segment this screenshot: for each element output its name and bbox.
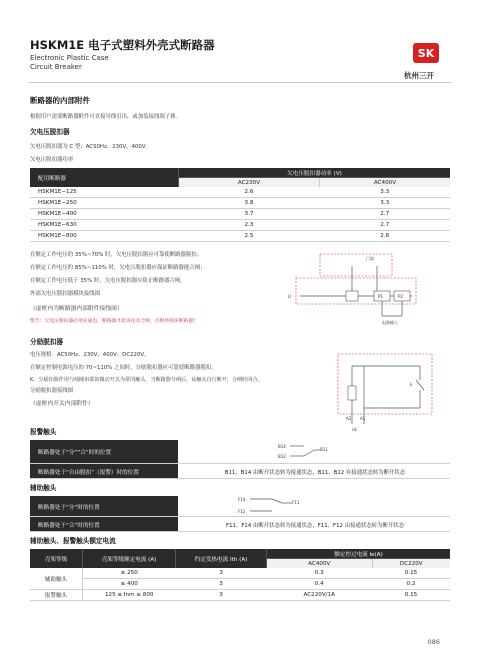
uv-warning: 警告：欠电压脱扣器必须先通电，断路器才能再扣及合闸，否则将损坏断路器!: [30, 319, 196, 324]
rc-row-alarm-label: 报警触头: [30, 590, 83, 601]
uv-cell: HSKM1E−630: [30, 220, 179, 231]
table-row: [30, 220, 450, 231]
undervoltage-wiring-diagram: [282, 248, 442, 332]
page-title: HSKM1E 电子式塑料外壳式断路器: [30, 38, 215, 52]
uv-sub-ac230: AC230V: [179, 178, 320, 188]
section-heading-shunt: 分励脱扣器: [30, 338, 63, 346]
alarm-label-b11: B11: [320, 447, 328, 452]
section-heading-internal: 断路器的内部附件: [30, 96, 90, 105]
uv-desc-3: 在额定工作电压低于 35% 时，欠电压脱扣器应防止断路器合闸。: [30, 278, 186, 284]
uv-col-group: 欠电压脱扣器功率 (V): [179, 168, 451, 178]
section-heading-aux: 辅助触头: [30, 484, 57, 492]
uv-cell: 2.6: [179, 187, 320, 198]
brand-logo: [411, 42, 441, 64]
uv-cell: HSKM1E−250: [30, 198, 179, 209]
rc-sub-ac400: AC400V: [267, 559, 373, 569]
uv-dashed-frame: [320, 254, 392, 276]
rc-cell: 3: [176, 579, 267, 590]
aux-label-f11: F11: [292, 500, 300, 505]
undervoltage-power-label: 欠电压脱扣器功率: [30, 157, 74, 163]
alarm-row-1: [30, 440, 450, 464]
uv-cell: 2.7: [320, 220, 451, 231]
shunt-desc-1: 电压规格：AC50Hz、230V、400V；DC220V。: [30, 352, 150, 358]
aux-label-f12: F12: [238, 509, 246, 514]
uv-cell: 2.5: [179, 231, 320, 242]
aux-label-f14: F14: [238, 497, 246, 502]
uv-label-p1: P1: [378, 294, 383, 299]
table-row: [30, 590, 450, 601]
uv-label-p2: P2: [398, 294, 403, 299]
shunt-label-k: k: [410, 382, 413, 387]
uv-cell: 3.8: [179, 198, 320, 209]
alarm-row-2-label: 断路器处于“自由脱扣”（报警）时的位置: [38, 470, 139, 476]
alarm-row-2: [30, 464, 450, 479]
rc-cell: ≤ 250: [83, 568, 176, 579]
alarm-contact-diagram: [276, 442, 336, 462]
shunt-label-us: Us: [352, 427, 358, 432]
table-row: [30, 231, 450, 242]
uv-cell: 2.8: [320, 231, 451, 242]
uv-cell: 3.3: [320, 198, 451, 209]
shunt-desc-4: 分励脱扣器接线图: [30, 388, 74, 394]
aux-contact-diagram: [236, 496, 316, 516]
uv-cell: 2.3: [179, 220, 320, 231]
shunt-label-a1: A1: [360, 416, 366, 421]
subtitle-en-2: Circuit Breaker: [30, 63, 82, 71]
uv-label-top: 门架: [366, 256, 374, 261]
uv-cell: HSKM1E−800: [30, 231, 179, 242]
brand-logo-mark: SK: [417, 47, 435, 60]
subtitle-en-1: Electronic Plastic Case: [30, 54, 109, 62]
rc-cell: AC220V/1A: [267, 590, 373, 601]
section-heading-current: 辅助触头、报警触头额定电流: [30, 537, 116, 545]
aux-row-1: [30, 496, 450, 517]
rc-cell: 125 ≤ Inm ≤ 800: [83, 590, 176, 601]
rc-cell: 0.4: [267, 579, 373, 590]
table-row: [30, 209, 450, 220]
rc-sub-dc220: DC220V: [399, 560, 423, 567]
aux-row-2: [30, 517, 450, 532]
uv-desc-1: 在额定工作电压的 35%~70% 时，欠电压脱扣器应可靠使断路器脱扣；: [30, 252, 203, 258]
section-heading-undervoltage: 欠电压脱扣器: [30, 128, 70, 136]
rc-cell: 0.15: [372, 590, 450, 601]
rc-col-heat: 约定发热电流 Ith (A): [176, 549, 267, 568]
uv-cell: 2.7: [320, 209, 451, 220]
shunt-label-a2: A2: [346, 416, 352, 421]
uv-sub-ac400: AC400V: [373, 179, 397, 186]
rated-current-table: [30, 549, 450, 601]
internal-note: 根据用户需要断路器附件可直接导线引出，或加装接线端子排。: [30, 114, 181, 120]
rc-row-aux-label: 辅助触头: [30, 568, 83, 590]
uv-cell: HSKM1E−400: [30, 209, 179, 220]
alarm-label-b12: B12: [278, 454, 286, 459]
aux-row-2-label: 断路器处于“合”时的位置: [38, 523, 100, 529]
uv-cell: 3.7: [179, 209, 320, 220]
uv-cell: HSKM1E−125: [30, 187, 179, 198]
table-row: [30, 568, 450, 579]
rc-cell: 0.15: [372, 568, 450, 579]
rc-cell: 3: [176, 568, 267, 579]
uv-cell: 3.3: [320, 187, 451, 198]
page-number: 086: [427, 638, 440, 646]
rc-cell: ≤ 400: [83, 579, 176, 590]
table-row: [30, 579, 450, 590]
rc-cell: 0.2: [372, 579, 450, 590]
aux-row-2-text: F11、F14 由断开状态转为接通状态，F11、F12 由接通状态转为断开状态: [225, 523, 405, 529]
alarm-row-2-text: B11、B14 由断开状态转为接通状态，B11、B12 有接通状态转为断开状态: [224, 470, 406, 476]
shunt-desc-3: K、分励扣脱作用与线圈串联的微动开关为常闭触头，当断路器分闸后，该触头自行断开，合闸时闭合。: [30, 377, 263, 383]
uv-label-u: U: [288, 294, 291, 299]
undervoltage-voltage: 欠电压脱扣器为 C 型；AC50Hz、230V、400V。: [30, 144, 151, 150]
rc-col-rated: 壳架等级额定电流 (A): [83, 549, 176, 568]
rc-cell: 3: [176, 590, 267, 601]
shunt-wiring-sub: （虚框内开关内部附件）: [30, 401, 94, 407]
alarm-row-1-label: 断路器处于“分”“合”时的位置: [38, 450, 112, 456]
uv-desc-2: 在额定工作电压的 85%~110% 时，欠电压脱扣器应保证断路器能合闸；: [30, 265, 206, 271]
aux-row-1-label: 断路器处于“分”时的位置: [38, 505, 100, 511]
uv-wiring-title: 外部欠电压脱扣器模块接线图: [30, 291, 101, 297]
shunt-wiring-diagram: [330, 350, 440, 434]
section-heading-alarm: 报警触头: [30, 428, 57, 436]
alarm-label-b14: B14: [278, 444, 286, 449]
rc-col-group: 额定控过电流 Ie(A): [267, 549, 451, 559]
undervoltage-table: [30, 168, 450, 242]
uv-label-power: 电源输入: [382, 320, 398, 325]
shunt-desc-2: 在额定控制电源电压的 70~110% 之间时，分励脱扣器应可靠使断路器脱扣。: [30, 365, 217, 371]
table-row: [30, 187, 450, 198]
header-divider: [28, 82, 452, 83]
uv-col-breaker: 配用断路器: [30, 168, 179, 187]
rc-cell: 0.3: [267, 568, 373, 579]
brand-name: 杭州三开: [404, 71, 434, 80]
uv-wiring-sub: （虚框内为断路器内部附件接线图）: [30, 306, 123, 312]
table-row: [30, 198, 450, 209]
rc-col-class: 壳架等级: [30, 549, 83, 568]
